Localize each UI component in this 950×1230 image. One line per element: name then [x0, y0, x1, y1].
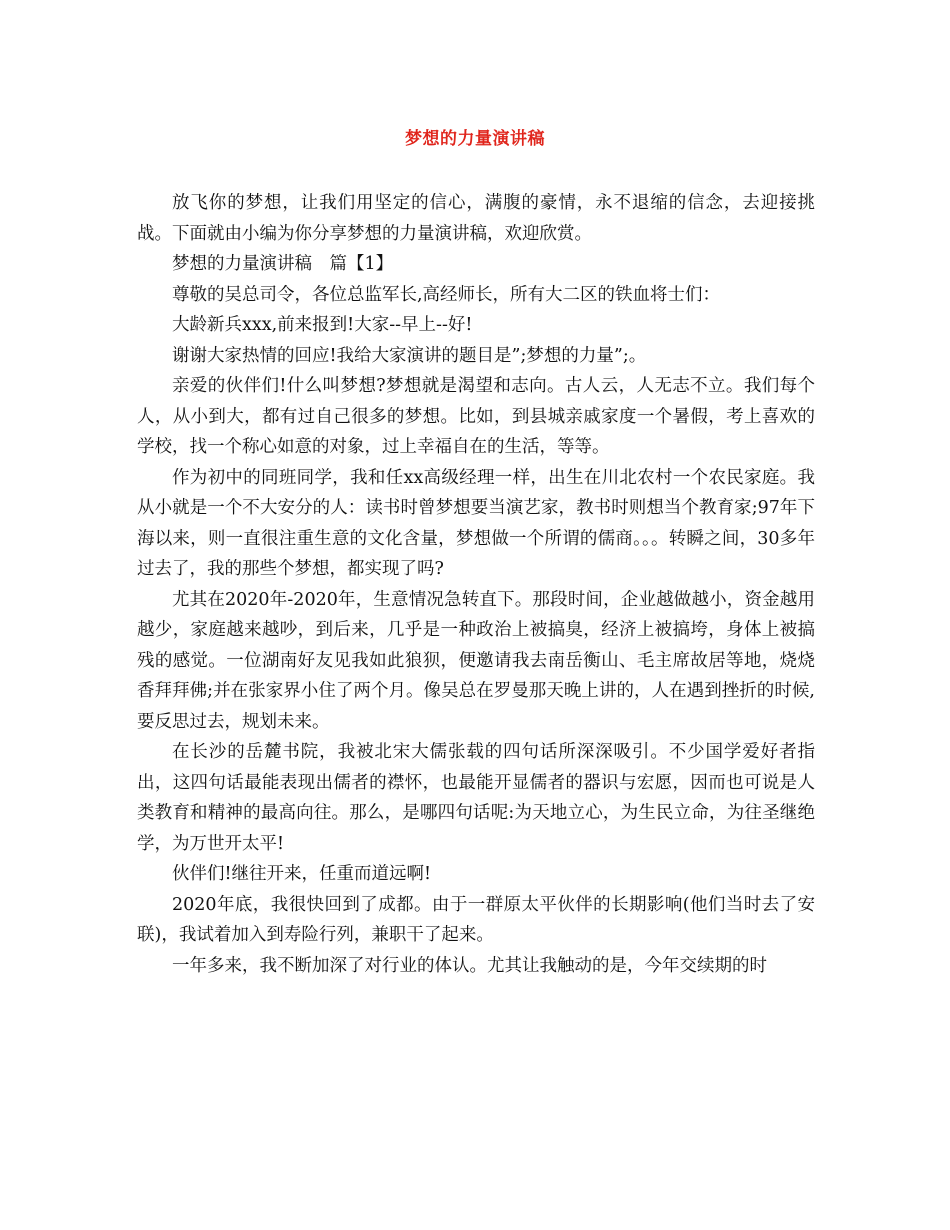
section-heading: 梦想的力量演讲稿 篇【1】: [172, 254, 394, 274]
paragraph: 亲爱的伙伴们!什么叫梦想?梦想就是渴望和志向。古人云，人无志不立。我们每个人，从小到大，都有过自己很多的梦想。比如，到县城亲戚家度一个暑假，考上喜欢的学校，找一个称心如意的对象，过上幸福自在的生活，等等。: [137, 376, 815, 457]
paragraph: 作为初中的同班同学，我和任xx高级经理一样，出生在川北农村一个农民家庭。我从小就是一个不大安分的人：读书时曾梦想要当演艺家，教书时则想当个教育家;97年下海以来，则一直很注重生意的文化含量，梦想做一个所谓的儒商。。。转瞬之间，30多年过去了，我的那些个梦想，都实现了吗?: [137, 467, 815, 579]
paragraph: 在长沙的岳麓书院，我被北宋大儒张载的四句话所深深吸引。不少国学爱好者指出，这四句话最能表现出儒者的襟怀，也最能开显儒者的器识与宏愿，因而也可说是人类教育和精神的最高向往。那么，是哪四句话呢:为天地立心，为生民立命，为往圣继绝学，为万世开太平!: [137, 742, 815, 854]
paragraph: 放飞你的梦想，让我们用坚定的信心，满腹的豪情，永不退缩的信念，去迎接挑战。下面就由小编为你分享梦想的力量演讲稿，欢迎欣赏。: [137, 193, 815, 244]
paragraph: 一年多来，我不断加深了对行业的体认。尤其让我触动的是，今年交续期的时: [172, 955, 767, 976]
paragraph: 大龄新兵xxx,前来报到!大家--早上--好!: [172, 315, 473, 335]
paragraph: 尤其在2020年-2020年，生意情况急转直下。那段时间，企业越做越小，资金越用越少，家庭越来越吵，到后来，几乎是一种政治上被搞臭，经济上被搞垮，身体上被搞残的感觉。一位湖南好友见我如此狼狈，便邀请我去南岳衡山、毛主席故居等地，烧烧香拜拜佛;并在张家界小住了两个月。像吴总在罗曼那天晚上讲的，人在遇到挫折的时候,要反思过去，规划未来。: [137, 589, 815, 732]
paragraph: 2020年底，我很快回到了成都。由于一群原太平伙伴的长期影响(他们当时去了安联)，我试着加入到寿险行列，兼职干了起来。: [137, 894, 815, 945]
paragraph: 尊敬的吴总司令，各位总监军长,高经师长，所有大二区的铁血将士们：: [172, 284, 721, 305]
document-body: [137, 188, 815, 981]
document-title: 梦想的力量演讲稿: [405, 129, 545, 149]
paragraph: 谢谢大家热情的回应!我给大家演讲的题目是”;梦想的力量”;。: [172, 345, 647, 366]
paragraph: 伙伴们!继往开来，任重而道远啊!: [172, 864, 432, 884]
